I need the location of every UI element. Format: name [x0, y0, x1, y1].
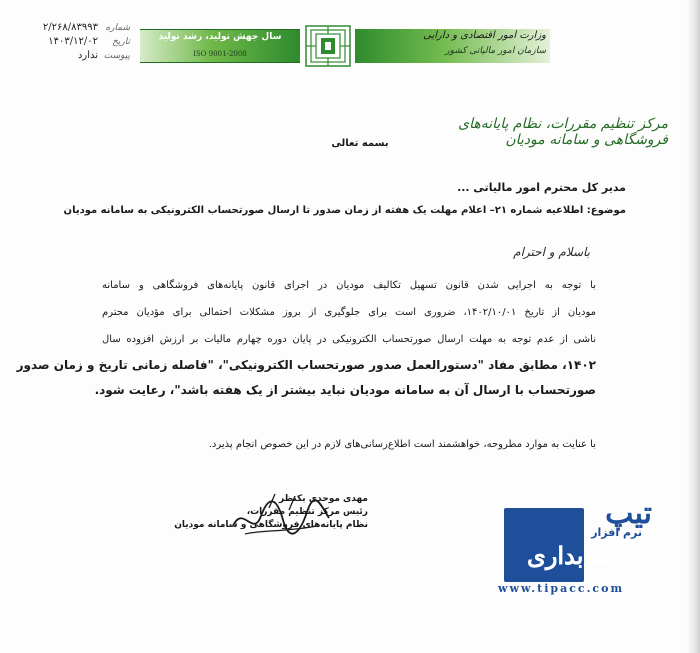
body-line-3: ناشی از عدم توجه به مهلت ارسال صورتحساب الکترونیکی در پایان دوره چهارم مالیات بر ارزش افزوده سال	[102, 334, 596, 345]
slogan-banner	[140, 29, 300, 63]
header-band	[140, 24, 550, 68]
recipient-line: مدیر کل محترم امور مالیاتی ...	[457, 181, 626, 194]
signer-name: مهدی موحدی بکنظر	[278, 494, 368, 504]
date-value: ۱۴۰۳/۱۲/۰۲	[48, 36, 98, 47]
attachment-row	[10, 50, 130, 64]
tax-organization-logo-icon	[304, 24, 352, 68]
tipacc-watermark	[488, 496, 673, 616]
letter-meta	[10, 22, 130, 64]
subject-line: موضوع: اطلاعیه شماره ۲۱– اعلام مهلت یک هفته از زمان صدور تا ارسال صورتحساب الکترونیکی به سامانه مودیان	[63, 205, 626, 216]
date-row	[10, 36, 130, 50]
page-edge-shadow	[686, 0, 700, 653]
slogan-text: سال جهش تولید، رشد تولید	[158, 32, 282, 42]
ministry-name: وزارت امور اقتصادی و دارایی	[423, 30, 546, 41]
watermark-main: حسابداری	[527, 541, 627, 570]
body-line-5: صورتحساب با ارسال آن به سامانه مودیان نباید بیشتر از یک هفته باشد"، رعایت شود.	[94, 383, 596, 397]
signer-unit: نظام پایانه‌های فروشگاهی و سامانه مودیان	[174, 520, 368, 530]
center-title: مرکز تنظیم مقررات، نظام پایانه‌های فروشگاهی و سامانه مودیان	[458, 116, 668, 148]
bismillah: بسمه تعالی	[331, 138, 389, 149]
letterhead	[0, 0, 700, 100]
watermark-url: www.tipacc.com	[498, 582, 625, 595]
signature-block	[174, 494, 368, 533]
body-line-2: مودیان از تاریخ ۱۴۰۲/۱۰/۰۱، ضروری است برای جلوگیری از بروز مشکلات احتمالی برای مؤدیان محترم	[102, 307, 596, 318]
closing-line: با عنایت به موارد مطروحه، خواهشمند است اطلاع‌رسانی‌های لازم در این خصوص انجام پذیرد.	[208, 439, 596, 450]
organization-name: سازمان امور مالیاتی کشور	[445, 46, 546, 56]
number-row	[10, 22, 130, 36]
number-label: شماره	[105, 23, 130, 33]
date-label: تاریخ	[112, 37, 130, 47]
number-value: ۲/۲۶۸/۸۳۹۹۳	[42, 22, 98, 33]
body-line-1: با توجه به اجرایی شدن قانون تسهیل تکالیف مودیان در اجرای قانون پایانه‌های فروشگاهی و سامانه	[102, 280, 596, 291]
attachment-label: پیوست	[103, 51, 130, 61]
body-line-4: ۱۴۰۲، مطابق مفاد "دستورالعمل صدور صورتحساب الکترونیکی"، "فاصله زمانی تاریخ و زمان صدور	[16, 358, 596, 372]
attachment-value: ندارد	[77, 50, 98, 61]
watermark-brand: تیپ	[605, 496, 652, 531]
signer-title: رئیس مرکز تنظیم مقررات،	[246, 507, 368, 517]
iso-text: ISO 9001-2008	[193, 50, 247, 58]
watermark-subtitle: نرم افزار	[591, 526, 642, 539]
greeting: باسلام و احترام	[513, 245, 590, 259]
